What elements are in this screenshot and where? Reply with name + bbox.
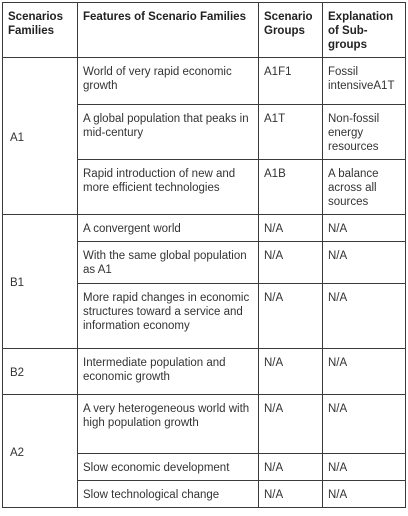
table-row (3, 395, 406, 454)
explanation-cell: N/A (323, 284, 406, 349)
feature-cell: A convergent world (78, 215, 259, 242)
header-features: Features of Scenario Families (78, 3, 259, 58)
group-cell: N/A (259, 215, 323, 242)
header-scenarios-families: Scenarios Families (3, 3, 78, 58)
table-row (3, 215, 406, 242)
explanation-cell: N/A (323, 349, 406, 395)
scenario-families-table (2, 2, 406, 508)
table-header-row (3, 3, 406, 58)
feature-cell: Intermediate population and economic growth (78, 349, 259, 395)
feature-cell: Slow economic development (78, 454, 259, 481)
group-cell: N/A (259, 454, 323, 481)
explanation-cell: N/A (323, 215, 406, 242)
explanation-cell: N/A (323, 395, 406, 454)
header-explanation: Explanation of Sub-groups (323, 3, 406, 58)
group-cell: N/A (259, 349, 323, 395)
feature-cell: Rapid introduction of new and more efficient technologies (78, 160, 259, 215)
feature-cell: World of very rapid economic growth (78, 58, 259, 105)
family-cell-a1: A1 (3, 58, 78, 215)
family-cell-a2: A2 (3, 395, 78, 508)
family-cell-b2: B2 (3, 349, 78, 395)
header-scenario-groups: Scenario Groups (259, 3, 323, 58)
feature-cell: A global population that peaks in mid-century (78, 105, 259, 160)
group-cell: N/A (259, 481, 323, 508)
feature-cell: Slow technological change (78, 481, 259, 508)
group-cell: N/A (259, 395, 323, 454)
explanation-cell: Fossil intensiveA1T (323, 58, 406, 105)
family-cell-b1: B1 (3, 215, 78, 349)
group-cell: A1T (259, 105, 323, 160)
explanation-cell: N/A (323, 481, 406, 508)
scenario-table-container (2, 2, 406, 508)
table-row (3, 349, 406, 395)
explanation-cell: N/A (323, 242, 406, 284)
explanation-cell: N/A (323, 454, 406, 481)
group-cell: N/A (259, 242, 323, 284)
explanation-cell: A balance across all sources (323, 160, 406, 215)
feature-cell: More rapid changes in economic structures toward a service and information economy (78, 284, 259, 349)
feature-cell: With the same global population as A1 (78, 242, 259, 284)
group-cell: A1F1 (259, 58, 323, 105)
group-cell: A1B (259, 160, 323, 215)
group-cell: N/A (259, 284, 323, 349)
feature-cell: A very heterogeneous world with high population growth (78, 395, 259, 454)
explanation-cell: Non-fossil energy resources (323, 105, 406, 160)
table-row (3, 58, 406, 105)
